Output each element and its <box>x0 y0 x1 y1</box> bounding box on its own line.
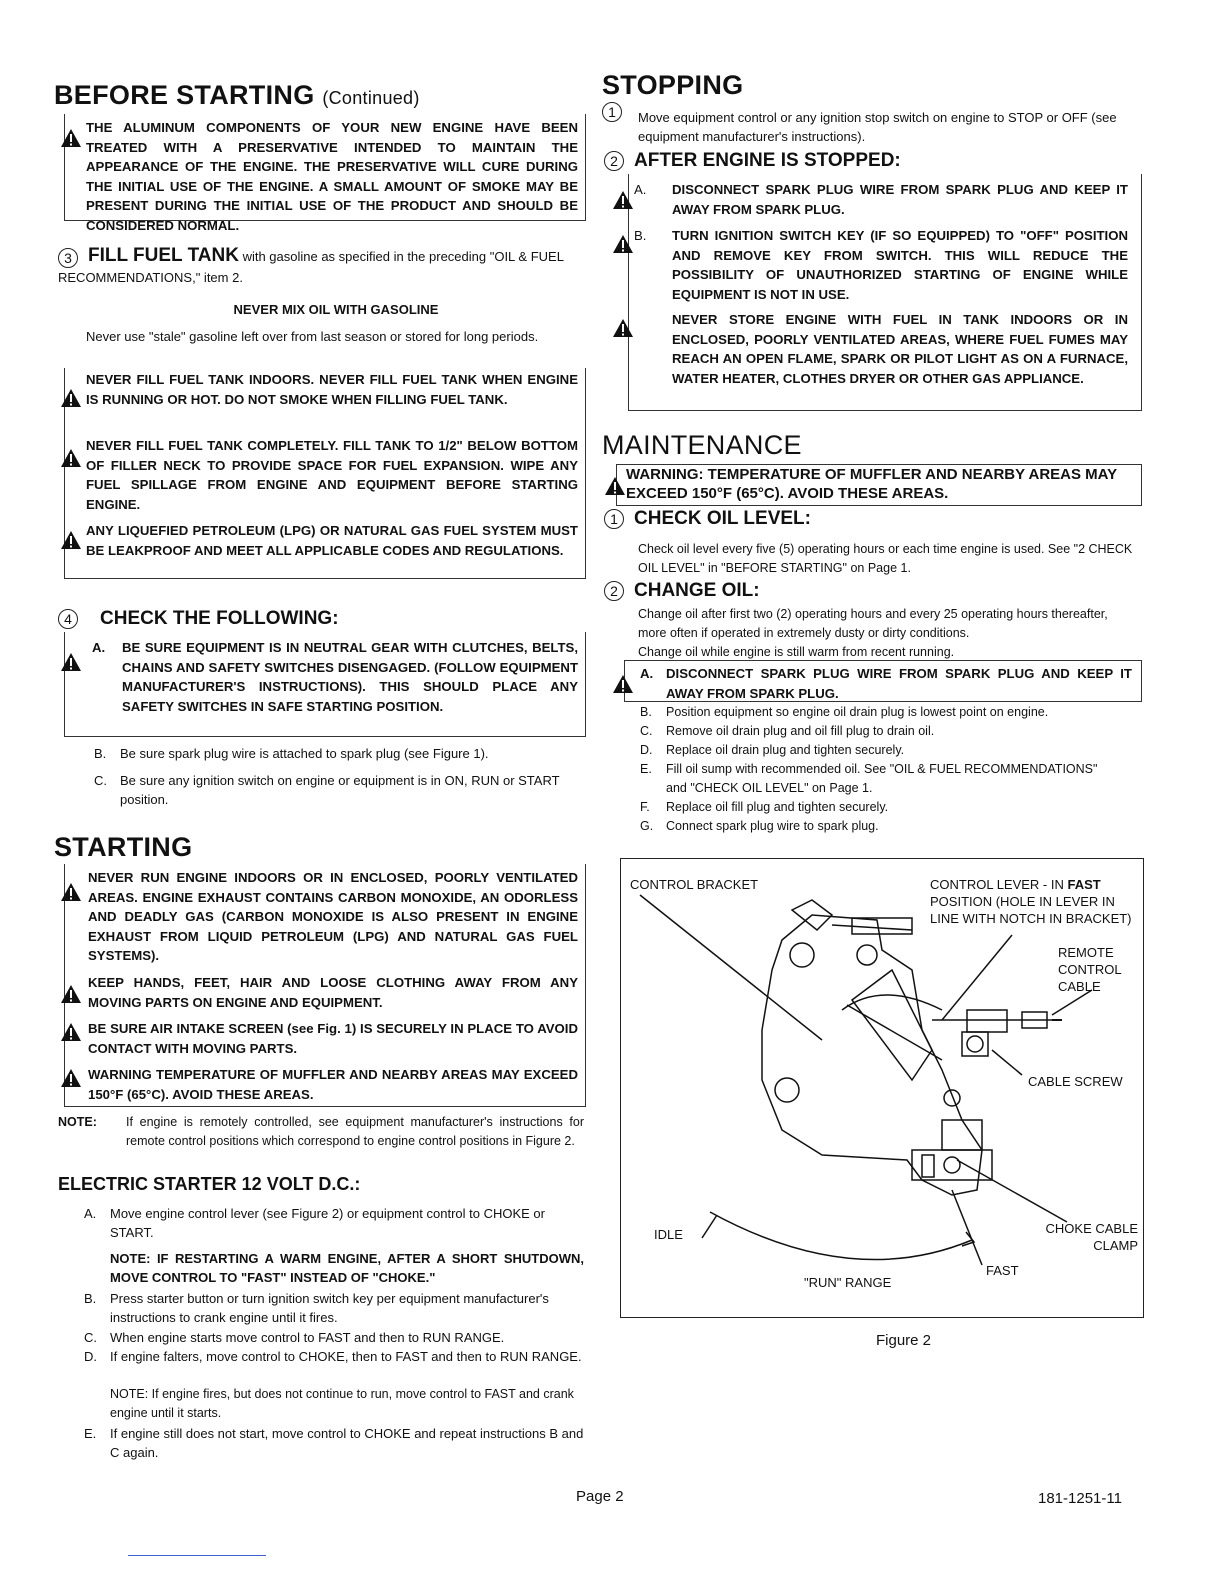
change-oil-warm-note: Change oil while engine is still warm from recent running. <box>638 645 955 659</box>
start-warning-1: NEVER RUN ENGINE INDOORS OR IN ENCLOSED, POORLY VENTILATED AREAS. ENGINE EXHAUST CONTAINS CARBON MONOXIDE, AN ODORLESS AND DEADLY GAS (CARBON MONOXIDE IS ALSO PRESENT IN ENGINE EXHAUST FROM LIQUID PETROLEUM (LPG) AND NATURAL GAS FUEL SYSTEMS). <box>88 870 578 963</box>
label-control-lever: CONTROL LEVER - IN FAST POSITION (HOLE IN LEVER IN LINE WITH NOTCH IN BRACKET) <box>930 877 1132 926</box>
stop-step-1-text: Move equipment control or any ignition stop switch on engine to STOP or OFF (see equipment manufacturer's instructions). <box>638 110 1117 144</box>
warning-icon <box>604 476 626 496</box>
warning-icon <box>60 448 82 468</box>
starting-heading: STARTING <box>54 832 193 862</box>
change-oil-heading: 2 CHANGE OIL: <box>604 580 760 602</box>
stop-warn-b-text: TURN IGNITION SWITCH KEY (IF SO EQUIPPED) TO "OFF" POSITION AND REMOVE KEY FROM SWITCH. THIS WILL REDUCE THE POSSIBILITY OF UNAUTHORIZED STARTING OF ENGINE WHILE EQUIPMENT IS NOT IN USE. <box>672 228 1128 302</box>
change-oil-text: Change oil after first two (2) operating hours and every 25 operating hours thereafter, more often if operated in extremely dusty or dirty conditions. <box>638 607 1108 640</box>
warning-icon <box>60 1022 82 1042</box>
label-run-range: "RUN" RANGE <box>804 1275 892 1290</box>
stop-step-1-number: 1 <box>602 102 632 122</box>
label-choke-cable-clamp: CHOKE CABLE CLAMP <box>1045 1221 1138 1253</box>
start-warning-2: KEEP HANDS, FEET, HAIR AND LOOSE CLOTHING AWAY FROM ANY MOVING PARTS ON ENGINE AND EQUIPMENT. <box>88 975 578 1010</box>
maintenance-heading: MAINTENANCE <box>602 430 802 460</box>
warning-icon <box>60 530 82 550</box>
stopping-heading: STOPPING <box>602 70 744 100</box>
label-idle: IDLE <box>654 1227 683 1242</box>
check-oil-text: Check oil level every five (5) operating hours or each time engine is used. See "2 CHECK OIL LEVEL" in "BEFORE STARTING" on Page 1. <box>638 542 1133 575</box>
check-heading: 4 CHECK THE FOLLOWING: <box>58 608 339 630</box>
warning-icon <box>60 652 82 672</box>
check-a-label: A. <box>92 640 106 655</box>
fill-fuel-title: FILL FUEL TANK <box>88 245 239 266</box>
start-warning-3: BE SURE AIR INTAKE SCREEN (see Fig. 1) IS SECURELY IN PLACE TO AVOID CONTACT WITH MOVING PARTS. <box>88 1021 578 1056</box>
warning-icon <box>60 882 82 902</box>
check-oil-heading: 1 CHECK OIL LEVEL: <box>604 508 811 530</box>
before-starting-heading: BEFORE STARTING (Continued) <box>54 80 420 110</box>
maintenance-warning-text: WARNING: TEMPERATURE OF MUFFLER AND NEARBY AREAS MAY EXCEED 150°F (65°C). AVOID THESE AREAS. <box>626 466 1117 502</box>
elec-d-note: NOTE: If engine fires, but does not continue to run, move control to FAST and crank engine until it starts. <box>110 1387 574 1420</box>
label-fast: FAST <box>986 1263 1019 1278</box>
elec-note: NOTE: IF RESTARTING A WARM ENGINE, AFTER A SHORT SHUTDOWN, MOVE CONTROL TO "FAST" INSTEAD OF "CHOKE." <box>110 1251 584 1285</box>
step-number: 3 <box>58 248 78 268</box>
warning-icon <box>612 234 634 254</box>
stop-warn-b-label: B. <box>634 228 647 243</box>
label-remote-control-cable: REMOTE CONTROL CABLE <box>1058 945 1122 994</box>
warning-icon <box>60 388 82 408</box>
after-engine-stopped-heading: 2 AFTER ENGINE IS STOPPED: <box>604 150 901 172</box>
figure-caption: Figure 2 <box>876 1332 932 1349</box>
stop-warn-a-label: A. <box>634 182 647 197</box>
warning-icon <box>612 190 634 210</box>
warning-icon <box>60 984 82 1004</box>
fuel-warning-2: NEVER FILL FUEL TANK COMPLETELY. FILL TANK TO 1/2" BELOW BOTTOM OF FILLER NECK TO PROVIDE SPACE FOR FUEL EXPANSION. WIPE ANY FUEL SPILLAGE FROM ENGINE AND EQUIPMENT BEFORE STARTING ENGINE. <box>86 438 578 512</box>
never-mix-note: NEVER MIX OIL WITH GASOLINE <box>233 302 439 317</box>
fill-fuel-section <box>58 246 586 287</box>
warning-icon <box>612 318 634 338</box>
label-control-bracket: CONTROL BRACKET <box>630 877 759 892</box>
warning-icon <box>60 128 82 148</box>
electric-starter-heading: ELECTRIC STARTER 12 VOLT D.C.: <box>58 1174 361 1194</box>
start-warning-4: WARNING TEMPERATURE OF MUFFLER AND NEARBY AREAS MAY EXCEED 150°F (65°C). AVOID THESE AREAS. <box>88 1067 578 1102</box>
label-cable-screw: CABLE SCREW <box>1028 1074 1123 1089</box>
footer-rule <box>128 1555 266 1556</box>
stop-warn-c-text: NEVER STORE ENGINE WITH FUEL IN TANK INDOORS OR IN ENCLOSED, POORLY VENTILATED AREAS, WHERE FUEL FUMES MAY REACH AN OPEN FLAME, SPARK OR PILOT LIGHT AS ON A FURNACE, WATER HEATER, CLOTHES DRYER OR OTHER GAS APPLIANCE. <box>672 312 1128 386</box>
check-a-text: BE SURE EQUIPMENT IS IN NEUTRAL GEAR WITH CLUTCHES, BELTS, CHAINS AND SAFETY SWITCHES DISENGAGED. (FOLLOW EQUIPMENT MANUFACTURER'S INSTRUCTIONS). THIS SHOULD PLACE ANY SAFETY SWITCHES IN SAFE STARTING POSITION. <box>122 640 578 714</box>
page-number: Page 2 <box>576 1488 624 1505</box>
fuel-warning-3: ANY LIQUEFIED PETROLEUM (LPG) OR NATURAL GAS FUEL SYSTEM MUST BE LEAKPROOF AND MEET ALL APPLICABLE CODES AND REGULATIONS. <box>86 523 578 558</box>
warning-icon <box>60 1068 82 1088</box>
oil-warn-a-text: DISCONNECT SPARK PLUG WIRE FROM SPARK PLUG AND KEEP IT AWAY FROM SPARK PLUG. <box>666 666 1132 701</box>
warning-icon <box>612 674 634 694</box>
fuel-warning-1: NEVER FILL FUEL TANK INDOORS. NEVER FILL FUEL TANK WHEN ENGINE IS RUNNING OR HOT. DO NOT SMOKE WHEN FILLING FUEL TANK. <box>86 372 578 407</box>
document-number: 181-1251-11 <box>1038 1490 1122 1507</box>
fill-fuel-text: with gasoline as specified in the preceding "OIL & FUEL RECOMMENDATIONS," item 2. <box>58 249 564 285</box>
oil-warn-a-label: A. <box>640 666 654 681</box>
stop-warn-a-text: DISCONNECT SPARK PLUG WIRE FROM SPARK PLUG AND KEEP IT AWAY FROM SPARK PLUG. <box>672 182 1128 217</box>
aluminum-warning-text: THE ALUMINUM COMPONENTS OF YOUR NEW ENGINE HAVE BEEN TREATED WITH A PRESERVATIVE INTENDED TO MAINTAIN THE APPEARANCE OF THE ENGINE. THE PRESERVATIVE WILL CURE DURING THE INITIAL USE OF THE ENGINE. A SMALL AMOUNT OF SMOKE MAY BE PRESENT DURING THE INITIAL USE OF THE PRODUCT AND SHOULD BE CONSIDERED NORMAL. <box>86 120 578 233</box>
stale-note: Never use "stale" gasoline left over from last season or stored for long periods. <box>86 329 539 344</box>
